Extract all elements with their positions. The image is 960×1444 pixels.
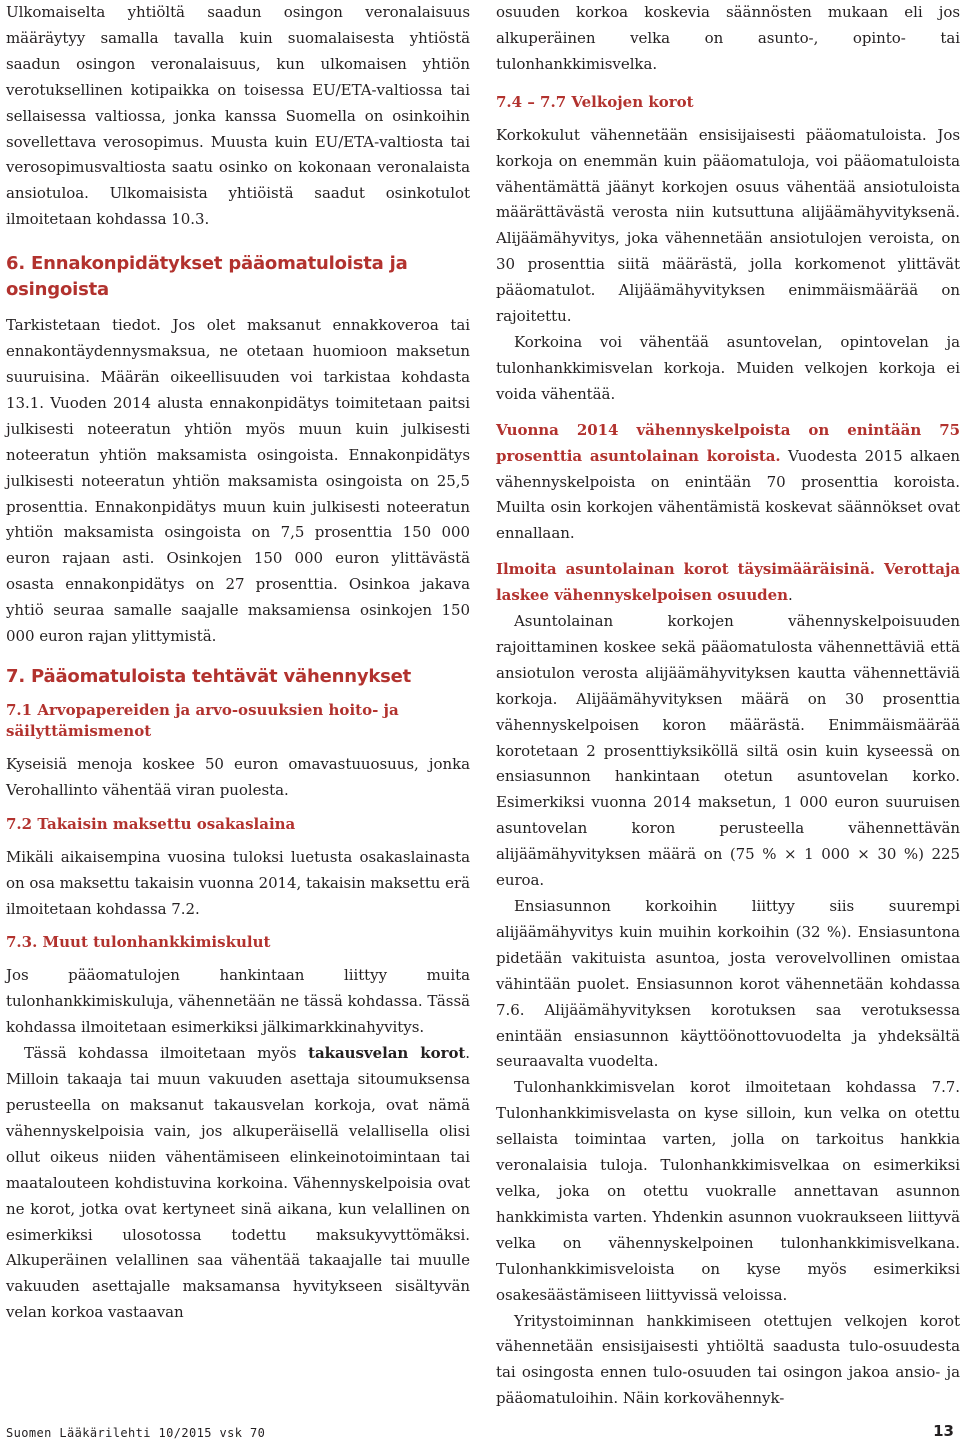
deductible-share-highlight: Vuonna 2014 vähennyskelpoista on enintään 75 prosenttia asuntolainan koroista.: [496, 420, 960, 465]
report-full-interest-rest: .: [787, 586, 793, 605]
section-6-heading: 6. Ennakonpidätykset pääomatuloista ja osingoista: [6, 253, 408, 301]
page-footer: [6, 1422, 954, 1442]
report-full-interest-paragraph: [496, 557, 960, 609]
section-6-paragraph: Tarkistetaan tiedot. Jos olet maksanut ennakkoveroa tai ennakontäydennysmaksua, ne otetaan huomioon maksetun suuruisina. Määrän oikeellisuuden voi tarkistaa kohdasta 13.1. Vuoden 2014 alusta ennakonpidätys toimitetaan paitsi julkisesti noteeratun yhtiön myös muun kuin julkisesti noteeratun yhtiön maksamista osingoista. Ennakonpidätys julkisesti noteeratun yhtiön maksamista osingoista on 25,5 prosenttia. Ennakonpidätys muun kuin julkisesti noteeratun yhtiön maksamista osingoista on 7,5 prosenttia 150 000 euron rajaan asti. Osinkojen 150 000 euron ylittävästä osasta ennakonpidätys on 27 prosenttia. Osinkoa jakava yhtiö seuraa samalle saajalle maksamiensa osinkojen 150 000 euron rajan ylittymistä.: [6, 316, 470, 646]
limitation-paragraph: Asuntolainan korkojen vähennyskelpoisuuden rajoittaminen koskee sekä pääomatulosta vähennettäviä että ansiotulon verosta alijäämähyvityksen kautta vähennettäviä korkoja. Alijäämähyvityksen määrä on 30 prosenttia vähennyskelpoisen koron määrästä. Enimmäismäärää korotetaan 2 prosenttiyksiköllä siltä osin kuin kyseessä on ensiasunnon hankintaan otetun asuntovelan korko. Esimerkiksi vuonna 2014 maksetun, 1 000 euron suuruisen asuntovelan koron perusteella vähennettävän alijäämähyvityksen määrä on (75 % × 1 000 × 30 %) 225 euroa.: [496, 612, 960, 890]
guarantee-interest-term: takausvelan korot: [308, 1044, 466, 1063]
section-7-heading: 7. Pääomatuloista tehtävät vähennykset: [6, 665, 412, 687]
section-7-2-heading: 7.2 Takaisin maksettu osakaslaina: [6, 814, 296, 833]
income-debt-paragraph: Tulonhankkimisvelan korot ilmoitetaan kohdassa 7.7. Tulonhankkimisvelasta on kyse silloin, kun velka on otettu sellaista toimintaa varten, jolla on tarkoitus hankkia veronalaisia tuloja. Tulonhankkimisvelkaa on esimerkiksi velka, joka on otettu vuokralle annettavan asunnon hankkimista varten. Yhdenkin asunnon vuokraukseen liittyvä velka on vähennyskelpoinen tulonhankkimisvelkana. Tulonhankkimisveloista on kyse myös esimerkiksi osakesäästämiseen liittyvissä veloissa.: [496, 1078, 960, 1304]
guarantee-rest-text: . Milloin takaaja tai muun vakuuden asettaja sitoumuksensa perusteella on maksanut takausvelan korkoja, ovat nämä vähennyskelpoisia vain, jos alkuperäisellä velallisella olisi ollut oikeus niiden vähentämiseen elinkeinotoimintaan tai maatalouteen kohdistuvina korkoina. Vähennyskelpoisia ovat ne korot, jotka ovat kertyneet sinä aikana, kun velallinen on esimerkiksi ulosotossa todettu maksukyvyttömäksi. Alkuperäinen velallinen saa vähentää takaajalle tai muulle vakuuden asettajalle maksamansa hyvitykseen sisältyvän velan korkoa vastaavan: [6, 1044, 470, 1322]
section-7-1-heading: 7.1 Arvopapereiden ja arvo-osuuksien hoito- ja säilyttämismenot: [6, 700, 399, 740]
section-7-3-heading: 7.3. Muut tulonhankkimiskulut: [6, 933, 271, 952]
deductible-share-rest: Vuodesta 2015 alkaen vähennyskelpoista on enintään 70 prosenttia koroista. Muilta osin korkojen vähentämistä koskevat säännökset ovat ennallaan.: [496, 446, 960, 543]
section-7-2-paragraph: Mikäli aikaisempina vuosina tuloksi luetusta osakaslainasta on osa maksettu takaisin vuonna 2014, takaisin maksettu erä ilmoitetaan kohdassa 7.2.: [6, 847, 470, 918]
section-7-1-paragraph: Kyseisiä menoja koskee 50 euron omavastuuosuus, jonka Verohallinto vähentää viran puolesta.: [6, 754, 470, 799]
intro-paragraph: Ulkomaiselta yhtiöltä saadun osingon veronalaisuus määräytyy samalla tavalla kuin suomalaisesta yhtiöstä saadun osingon veronalaisuus, kun ulkomaisen yhtiön verotuksellinen kotipaikka on toisessa EU/ETA-valtiossa tai sellaisessa valtiossa, jonka kanssa Suomella on osinkoihin sovellettava verosopimus. Muusta kuin EU/ETA-valtiosta tai verosopimusvaltiosta saatu osinko on kokonaan veronalaista ansiotuloa. Ulkomaisista yhtiöistä saadut osinkotulot ilmoitetaan kohdassa 10.3.: [6, 3, 470, 229]
report-full-interest-highlight: Ilmoita asuntolainan korot täysimääräisinä. Verottaja laskee vähennyskelpoisen osuuden: [496, 560, 960, 605]
page-number: 13: [933, 1422, 954, 1440]
section-7-4-heading: 7.4 – 7.7 Velkojen korot: [496, 92, 694, 111]
deductible-loans-paragraph: Korkoina voi vähentää asuntovelan, opintovelan ja tulonhankkimisvelan korkoja. Muiden velkojen korkoja ei voida vähentää.: [496, 332, 960, 403]
guarantee-interest-paragraph: [6, 1041, 470, 1326]
guarantee-intro-text: Tässä kohdassa ilmoitetaan myös: [24, 1044, 309, 1063]
journal-name: Suomen Lääkärilehti 10/2015 vsk 70: [6, 1426, 266, 1440]
right-column: [496, 0, 960, 1412]
interest-deduction-paragraph: Korkokulut vähennetään ensisijaisesti pääomatuloista. Jos korkoja on enemmän kuin pääomatuloja, voi pääomatuloista vähentämättä jäänyt korkojen osuus vähentää ansiotuloista määrättävästä verosta niin kutsuttuna alijäämähyvityksenä. Alijäämähyvitys, joka vähennetään ansiotulojen veroista, on 30 prosenttia siitä määrästä, jolla korkomenot ylittävät pääomatulot. Alijäämähyvityksen enimmäismäärää on rajoitettu.: [496, 125, 960, 326]
business-debt-paragraph: Yritystoiminnan hankkimiseen otettujen velkojen korot vähennetään ensisijaisesti yhtiöltä saadusta tulo-osuudesta tai osingosta ennen tulo-osuuden tai osingon jakoa ansio- ja pääomatuloihin. Näin korkovähennyk-: [496, 1311, 960, 1408]
section-7-3-paragraph: Jos pääomatulojen hankintaan liittyy muita tulonhankkimiskuluja, vähennetään ne tässä kohdassa. Tässä kohdassa ilmoitetaan esimerkiksi jälkimarkkinahyvitys.: [6, 966, 470, 1037]
continued-paragraph: osuuden korkoa koskevia säännösten mukaan eli jos alkuperäinen velka on asunto-, opinto- tai tulonhankkimisvelka.: [496, 3, 960, 73]
left-column: [6, 0, 470, 1326]
deductible-share-paragraph: [496, 418, 960, 548]
first-home-paragraph: Ensiasunnon korkoihin liittyy siis suurempi alijäämähyvitys kuin muihin korkoihin (32 %). Ensiasuntona pidetään vakituista asuntoa, josta verovelvollinen omistaa vähintään puolet. Ensiasunnon korot vähennetään kohdassa 7.6. Alijäämähyvityksen korotuksen saa verotuksessa enintään ensiasunnon käyttöönottovuodelta ja yhdeksältä seuraavalta vuodelta.: [496, 897, 960, 1071]
